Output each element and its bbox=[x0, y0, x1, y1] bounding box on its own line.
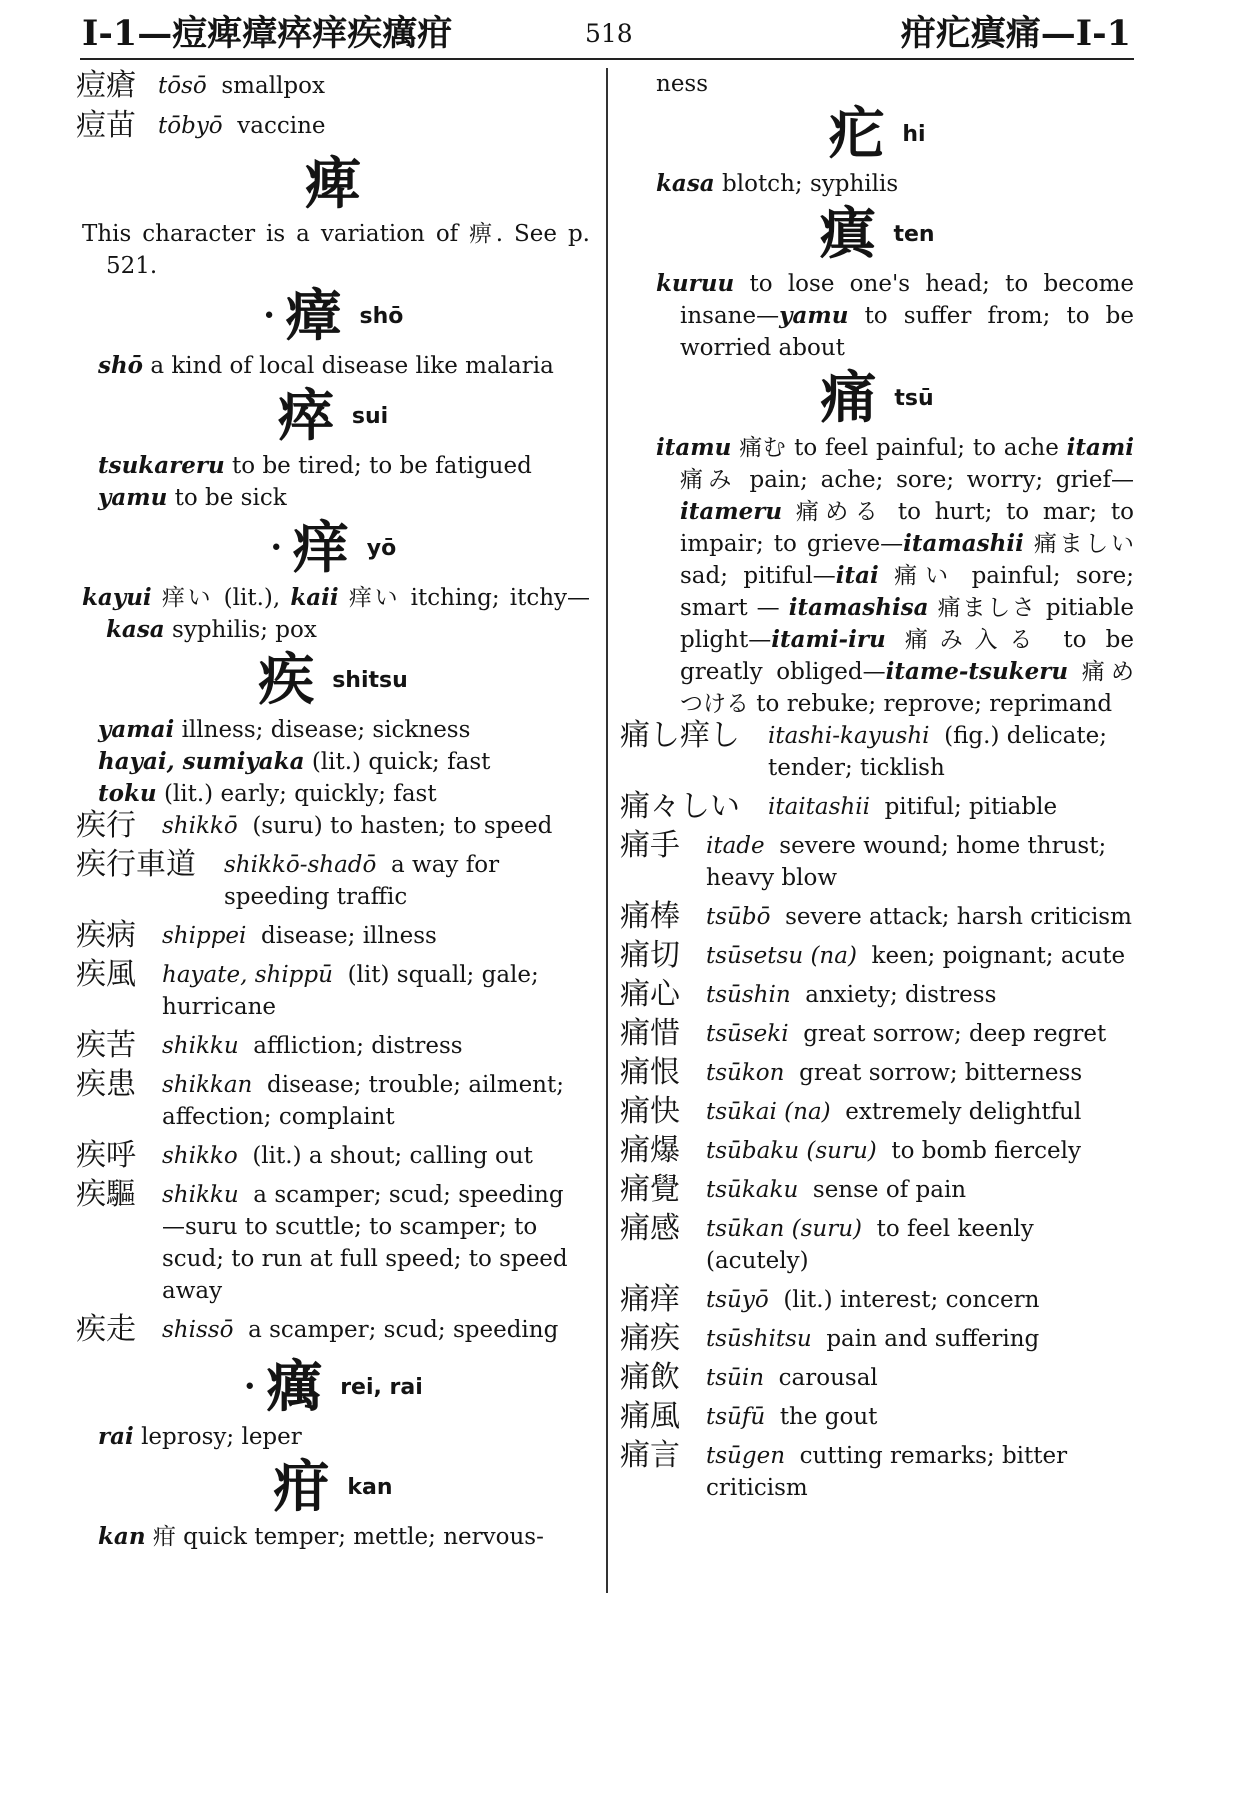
compound-gloss: vaccine bbox=[237, 113, 326, 139]
compound-romaji: tsūkai (na) bbox=[706, 1099, 831, 1125]
compound-list bbox=[620, 720, 1134, 1504]
heading-kanji: 疾 bbox=[258, 647, 315, 713]
heading-kanji: 痒 bbox=[292, 515, 349, 581]
compound-gloss: great sorrow; bitterness bbox=[799, 1060, 1083, 1086]
compound-romaji: itaitashii bbox=[768, 794, 870, 820]
compound-entry bbox=[76, 959, 590, 1023]
definition-text: to be sick bbox=[174, 485, 287, 511]
compound-gloss: (lit) squall; gale; hurricane bbox=[162, 962, 539, 1020]
compound-gloss: (lit.) interest; concern bbox=[783, 1287, 1040, 1313]
compound-entry bbox=[620, 791, 1134, 823]
compound-romaji: tsūbō bbox=[706, 904, 771, 930]
column-divider bbox=[606, 68, 608, 1593]
compound-kanji: 痛飲 bbox=[620, 1360, 680, 1395]
definition-keyword: kayui bbox=[82, 584, 152, 611]
definition-text: illness; disease; sickness bbox=[181, 717, 471, 743]
definition-keyword: rai bbox=[98, 1423, 134, 1450]
heading-kanji: 癘 bbox=[266, 1354, 323, 1420]
compound-entry bbox=[76, 920, 590, 952]
compound-kanji: 疾呼 bbox=[76, 1138, 136, 1173]
compound-kanji: 痛疾 bbox=[620, 1321, 680, 1356]
definition-text: 痛めつける to rebuke; reprove; reprimand bbox=[680, 659, 1135, 717]
compound-gloss: a way for speeding traffic bbox=[224, 852, 500, 910]
definition-text: a kind of local disease like malaria bbox=[150, 353, 554, 379]
definition-keyword: itai bbox=[835, 562, 879, 589]
compound-romaji: shissō bbox=[162, 1317, 234, 1343]
compound-entry bbox=[620, 1174, 1134, 1206]
right-column bbox=[620, 64, 1134, 1511]
compound-kanji: 疾驅 bbox=[76, 1177, 136, 1212]
definition-keyword: yamu bbox=[98, 484, 168, 511]
compound-kanji: 痛感 bbox=[620, 1211, 680, 1246]
definition-keyword: shō bbox=[98, 352, 144, 379]
compound-kanji: 痛痒 bbox=[620, 1282, 680, 1317]
kanji-heading bbox=[76, 382, 590, 450]
compound-romaji: itashi-kayushi bbox=[768, 723, 930, 749]
compound-romaji: tsūseki bbox=[706, 1021, 789, 1047]
compound-entry bbox=[620, 901, 1134, 933]
definition-text: 痛い painful; sore; smart — bbox=[680, 563, 1134, 621]
definition bbox=[620, 168, 1134, 200]
compound-entry bbox=[76, 849, 590, 913]
compound-romaji: tsūsetsu (na) bbox=[706, 943, 857, 969]
left-column bbox=[76, 64, 590, 1553]
compound-romaji: shikku bbox=[162, 1182, 239, 1208]
common-marker: • bbox=[269, 535, 283, 561]
heading-kanji: 疕 bbox=[828, 101, 885, 167]
common-marker: • bbox=[262, 303, 276, 329]
definition-text: blotch; syphilis bbox=[722, 171, 899, 197]
heading-reading: yō bbox=[366, 535, 397, 561]
heading-kanji: 瘁 bbox=[277, 383, 334, 449]
heading-kanji: 痛 bbox=[820, 365, 877, 431]
compound-entry bbox=[620, 720, 1134, 784]
compound-gloss: a scamper; scud; speeding bbox=[248, 1317, 559, 1343]
definition-text: 痛み pain; ache; sore; worry; grief— bbox=[680, 467, 1134, 493]
definition-text: syphilis; pox bbox=[172, 617, 317, 643]
compound-gloss: cutting remarks; bitter criticism bbox=[706, 1443, 1068, 1501]
compound-kanji: 痛風 bbox=[620, 1399, 680, 1434]
definition bbox=[620, 268, 1134, 364]
compound-entry bbox=[76, 70, 590, 110]
definition-text: 疳 quick temper; mettle; nervous- bbox=[152, 1524, 544, 1550]
definition-keyword: itami bbox=[1066, 434, 1135, 461]
compound-kanji: 疾苦 bbox=[76, 1028, 136, 1063]
compound-romaji: tsūkaku bbox=[706, 1177, 799, 1203]
compound-entry bbox=[76, 1314, 590, 1346]
compound-entry bbox=[620, 1440, 1134, 1504]
definition-keyword: kasa bbox=[656, 170, 715, 197]
compound-gloss: affliction; distress bbox=[253, 1033, 463, 1059]
compound-romaji: shippei bbox=[162, 923, 247, 949]
definition-text: leprosy; leper bbox=[141, 1424, 302, 1450]
compound-gloss: carousal bbox=[778, 1365, 878, 1391]
definition-text: 痛み入る to be greatly obliged— bbox=[680, 627, 1135, 685]
kanji-heading bbox=[620, 364, 1134, 432]
compound-kanji: 痘苗 bbox=[76, 108, 136, 143]
definition-keyword: kuruu bbox=[656, 270, 735, 297]
definition-keyword: kan bbox=[98, 1523, 146, 1550]
common-marker: • bbox=[243, 1374, 257, 1400]
compound-kanji: 疾走 bbox=[76, 1312, 136, 1347]
compound-romaji: shikkō bbox=[162, 813, 238, 839]
definition-keyword: kaii bbox=[290, 584, 339, 611]
kanji-heading bbox=[76, 646, 590, 714]
definition-text: 痛ましさ pitiable plight— bbox=[680, 595, 1135, 653]
definition-keyword: itami-iru bbox=[771, 626, 886, 653]
compound-gloss: (fig.) delicate; tender; ticklish bbox=[768, 723, 1107, 781]
definition bbox=[620, 432, 1134, 720]
compound-kanji: 痛心 bbox=[620, 977, 680, 1012]
compound-entry bbox=[620, 1284, 1134, 1316]
compound-kanji: 痛し痒し bbox=[620, 718, 740, 753]
definition bbox=[76, 350, 590, 382]
compound-gloss: severe attack; harsh criticism bbox=[785, 904, 1132, 930]
kanji-heading bbox=[76, 1453, 590, 1521]
compound-gloss: extremely delightful bbox=[845, 1099, 1082, 1125]
compound-romaji: tsūgen bbox=[706, 1443, 786, 1469]
compound-gloss: smallpox bbox=[221, 73, 325, 99]
compound-romaji: tsūyō bbox=[706, 1287, 769, 1313]
definition-keyword: kasa bbox=[106, 616, 165, 643]
definition-keyword: itamashisa bbox=[788, 594, 929, 621]
compound-entry bbox=[620, 1362, 1134, 1394]
compound-entry bbox=[76, 110, 590, 150]
heading-reading: rei, rai bbox=[340, 1374, 423, 1400]
heading-kanji: 瘨 bbox=[819, 201, 876, 267]
kanji-heading bbox=[76, 150, 590, 218]
header-left: I-1—痘痺瘴瘁痒疾癘疳 bbox=[82, 13, 453, 54]
compound-entry bbox=[620, 1213, 1134, 1277]
kanji-heading bbox=[620, 100, 1134, 168]
compound-kanji: 疾風 bbox=[76, 957, 136, 992]
compound-kanji: 疾行車道 bbox=[76, 847, 196, 882]
compound-gloss: the gout bbox=[779, 1404, 878, 1430]
definition-text: 痛ましい sad; pitiful— bbox=[680, 531, 1135, 589]
definition-keyword: itamashii bbox=[903, 530, 1024, 557]
compound-gloss: severe wound; home thrust; heavy blow bbox=[706, 833, 1107, 891]
kanji-heading bbox=[76, 1353, 590, 1421]
compound-kanji: 痛惜 bbox=[620, 1016, 680, 1051]
definition-keyword: yamu bbox=[779, 302, 849, 329]
compound-entry bbox=[76, 810, 590, 842]
compound-kanji: 疾患 bbox=[76, 1067, 136, 1102]
compound-kanji: 疾病 bbox=[76, 918, 136, 953]
compound-romaji: shikko bbox=[162, 1143, 238, 1169]
heading-reading: ten bbox=[893, 221, 935, 247]
compound-kanji: 痛棒 bbox=[620, 899, 680, 934]
definition-text: to be tired; to be fatigued bbox=[232, 453, 532, 479]
compound-romaji: tsūbaku (suru) bbox=[706, 1138, 877, 1164]
compound-romaji: hayate, shippū bbox=[162, 962, 333, 988]
definition-text: 痛める to hurt; to mar; to impair; to grieve— bbox=[680, 499, 1135, 557]
definition-keyword: hayai, sumiyaka bbox=[98, 748, 305, 775]
kanji-heading bbox=[76, 282, 590, 350]
compound-kanji: 痛爆 bbox=[620, 1133, 680, 1168]
definition-keyword: itamu bbox=[656, 434, 732, 461]
entry-note: This character is a variation of 痹. See p. 521. bbox=[82, 221, 590, 279]
definition-text: (lit.) early; quickly; fast bbox=[163, 781, 437, 807]
heading-reading: shitsu bbox=[332, 667, 408, 693]
heading-reading: kan bbox=[347, 1474, 393, 1500]
compound-entry bbox=[620, 1401, 1134, 1433]
heading-kanji: 瘴 bbox=[285, 283, 342, 349]
compound-entry bbox=[620, 830, 1134, 894]
definition-text: (lit.) quick; fast bbox=[311, 749, 491, 775]
compound-kanji: 痛々しい bbox=[620, 789, 740, 824]
page-number: 518 bbox=[585, 19, 633, 48]
compound-entry bbox=[620, 1096, 1134, 1128]
compound-gloss: pitiful; pitiable bbox=[884, 794, 1058, 820]
definition-text: 痛む to feel painful; to ache bbox=[739, 435, 1059, 461]
definition bbox=[76, 450, 590, 514]
compound-romaji: shikkō-shadō bbox=[224, 852, 377, 878]
heading-reading: shō bbox=[359, 303, 404, 329]
compound-gloss: anxiety; distress bbox=[805, 982, 997, 1008]
definition-keyword: itameru bbox=[680, 498, 783, 525]
compound-gloss: keen; poignant; acute bbox=[871, 943, 1126, 969]
heading-reading: sui bbox=[351, 403, 389, 429]
compound-entry bbox=[76, 1069, 590, 1133]
compound-gloss: disease; illness bbox=[261, 923, 437, 949]
compound-kanji: 痛言 bbox=[620, 1438, 680, 1473]
compound-entry bbox=[76, 1140, 590, 1172]
compound-entry bbox=[620, 979, 1134, 1011]
heading-reading: tsū bbox=[894, 385, 934, 411]
compound-list bbox=[76, 810, 590, 1346]
header-right: 疳疕瘨痛—I-1 bbox=[900, 13, 1131, 54]
compound-romaji: tsūshitsu bbox=[706, 1326, 812, 1352]
compound-romaji: shikkan bbox=[162, 1072, 253, 1098]
compound-romaji: tsūkon bbox=[706, 1060, 785, 1086]
continued-text: ness bbox=[656, 71, 709, 97]
compound-romaji: itade bbox=[706, 833, 765, 859]
compound-entry bbox=[76, 1030, 590, 1062]
definition-text: 痒い itching; itchy— bbox=[348, 585, 591, 611]
compound-gloss: (lit.) a shout; calling out bbox=[252, 1143, 533, 1169]
definition-text: 痒い (lit.), bbox=[161, 585, 281, 611]
compound-gloss: a scamper; scud; speeding —suru to scuttle; to scamper; to scud; to run at full speed; to speed away bbox=[162, 1182, 568, 1304]
definition-text: to lose one's head; to become insane— bbox=[680, 271, 1135, 329]
heading-reading: hi bbox=[902, 121, 926, 147]
compound-romaji: tōsō bbox=[158, 73, 207, 99]
compound-romaji: tsūshin bbox=[706, 982, 791, 1008]
compound-romaji: tōbyō bbox=[158, 113, 223, 139]
definition bbox=[76, 714, 590, 810]
compound-gloss: great sorrow; deep regret bbox=[803, 1021, 1107, 1047]
compound-romaji: tsūfū bbox=[706, 1404, 766, 1430]
compound-gloss: to bomb fiercely bbox=[891, 1138, 1081, 1164]
compound-kanji: 痛覺 bbox=[620, 1172, 680, 1207]
definition-keyword: tsukareru bbox=[98, 452, 225, 479]
compound-gloss: disease; trouble; ailment; affection; complaint bbox=[162, 1072, 564, 1130]
compound-gloss: to feel keenly (acutely) bbox=[706, 1216, 1034, 1274]
compound-entry bbox=[620, 1018, 1134, 1050]
compound-kanji: 痛切 bbox=[620, 938, 680, 973]
compound-kanji: 疾行 bbox=[76, 808, 136, 843]
kanji-heading bbox=[620, 200, 1134, 268]
definition-keyword: yamai bbox=[98, 716, 175, 743]
definition-keyword: toku bbox=[98, 780, 157, 807]
compound-romaji: tsūin bbox=[706, 1365, 765, 1391]
compound-gloss: sense of pain bbox=[812, 1177, 967, 1203]
compound-entry bbox=[620, 1135, 1134, 1167]
heading-kanji: 疳 bbox=[273, 1454, 330, 1520]
definition bbox=[76, 1421, 590, 1453]
definition-text: to suffer from; to be worried about bbox=[680, 303, 1135, 361]
compound-romaji: tsūkan (suru) bbox=[706, 1216, 863, 1242]
compound-gloss: pain and suffering bbox=[826, 1326, 1040, 1352]
definition bbox=[76, 582, 590, 646]
definition bbox=[76, 1521, 590, 1553]
compound-kanji: 痛手 bbox=[620, 828, 680, 863]
kanji-heading bbox=[76, 514, 590, 582]
compound-gloss: (suru) to hasten; to speed bbox=[252, 813, 553, 839]
compound-entry bbox=[620, 1057, 1134, 1089]
compound-kanji: 痘瘡 bbox=[76, 68, 136, 103]
heading-kanji: 痺 bbox=[305, 151, 361, 217]
compound-entry bbox=[620, 1323, 1134, 1355]
compound-kanji: 痛快 bbox=[620, 1094, 680, 1129]
compound-entry bbox=[76, 1179, 590, 1307]
compound-romaji: shikku bbox=[162, 1033, 239, 1059]
compound-entry bbox=[620, 940, 1134, 972]
compound-kanji: 痛恨 bbox=[620, 1055, 680, 1090]
definition-keyword: itame-tsukeru bbox=[885, 658, 1069, 685]
header-rule bbox=[80, 58, 1134, 60]
